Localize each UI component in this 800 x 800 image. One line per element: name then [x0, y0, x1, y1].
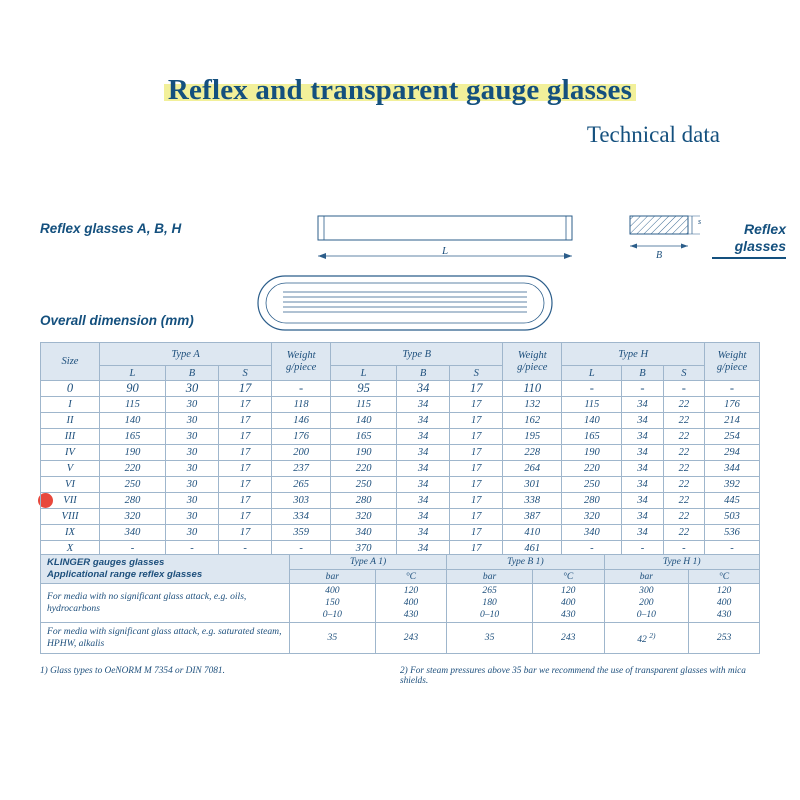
dim-cell: 34: [622, 461, 663, 477]
dim-cell: 30: [165, 381, 218, 397]
side-tab-reflex-glasses: [712, 221, 786, 255]
dim-cell: 34: [397, 461, 450, 477]
dim-cell-size: V: [41, 461, 100, 477]
range-unit-b-bar: bar: [447, 569, 533, 584]
dim-cell: 294: [705, 445, 760, 461]
dim-cell: 250: [331, 477, 397, 493]
dim-cell: 254: [705, 429, 760, 445]
dim-cell: -: [272, 381, 331, 397]
dim-cell: 320: [331, 509, 397, 525]
footnote-2: 2) For steam pressures above 35 bar we recommend the use of transparent glasses with mica shields.: [400, 666, 746, 686]
dim-cell-size: I: [41, 397, 100, 413]
dim-cell: 115: [100, 397, 166, 413]
dim-table-sub-header-row: [41, 366, 760, 381]
side-tab-line1: Reflex: [743, 221, 786, 237]
dim-cell: 387: [503, 509, 562, 525]
dim-header-weight-a: Weight g/piece: [272, 343, 331, 381]
dim-cell: 461: [503, 541, 562, 557]
dim-cell: 176: [272, 429, 331, 445]
dim-cell: 34: [397, 381, 450, 397]
range-table-body: [41, 584, 760, 654]
section-heading-reflex-glasses: Reflex glasses A, B, H: [40, 221, 182, 236]
range-cell-value: 243: [375, 623, 447, 654]
dim-cell: 115: [562, 397, 622, 413]
dim-subheader-a-b: B: [165, 366, 218, 381]
dim-cell: 214: [705, 413, 760, 429]
dim-cell: 340: [562, 525, 622, 541]
dim-cell: 22: [663, 445, 704, 461]
dim-subheader-h-l: L: [562, 366, 622, 381]
range-header-type-a: Type A 1): [290, 555, 447, 570]
dim-cell: -: [705, 541, 760, 557]
dim-cell: 17: [450, 413, 503, 429]
dim-cell: -: [663, 381, 704, 397]
drawing-cross-section: [620, 208, 710, 269]
dim-cell: 17: [219, 397, 272, 413]
dim-cell: 115: [331, 397, 397, 413]
dim-cell: 34: [397, 525, 450, 541]
dim-cell-size: VIII: [41, 509, 100, 525]
range-cell-value: 400 150 0–10: [290, 584, 376, 623]
table-row: [41, 397, 760, 413]
footnotes: [40, 666, 760, 686]
dim-cell: 17: [219, 525, 272, 541]
dim-cell: 220: [562, 461, 622, 477]
dim-header-size: Size: [41, 343, 100, 381]
dim-cell: 110: [503, 381, 562, 397]
range-unit-a-temp: °C: [375, 569, 447, 584]
svg-text:L: L: [441, 245, 449, 257]
dim-cell: 165: [562, 429, 622, 445]
dim-cell: 34: [622, 509, 663, 525]
dim-cell: 228: [503, 445, 562, 461]
dim-cell: 30: [165, 445, 218, 461]
dim-cell: -: [100, 541, 166, 557]
dim-cell: 34: [622, 477, 663, 493]
svg-text:s: s: [698, 217, 702, 226]
dim-cell: 17: [219, 429, 272, 445]
dim-subheader-b-s: S: [450, 366, 503, 381]
dim-cell: 34: [397, 397, 450, 413]
dim-cell: 370: [331, 541, 397, 557]
table-row: [41, 429, 760, 445]
dim-cell: 338: [503, 493, 562, 509]
dim-subheader-h-s: S: [663, 366, 704, 381]
table-row: [41, 584, 760, 623]
dim-header-weight-h: Weight g/piece: [705, 343, 760, 381]
dim-header-type-a: Type A: [100, 343, 272, 366]
dim-cell: 190: [562, 445, 622, 461]
dim-cell: 34: [397, 493, 450, 509]
table-row: [41, 381, 760, 397]
range-header-title-line2: Applicational range reflex glasses: [47, 569, 203, 580]
dim-cell: 17: [219, 413, 272, 429]
dim-cell: 17: [450, 429, 503, 445]
dim-cell: 190: [331, 445, 397, 461]
range-table-group-header-row: [41, 555, 760, 570]
dim-cell: 265: [272, 477, 331, 493]
dim-cell-size: X: [41, 541, 100, 557]
dim-cell: 340: [100, 525, 166, 541]
dim-header-weight-b: Weight g/piece: [503, 343, 562, 381]
range-cell-value: 300 200 0–10: [604, 584, 689, 623]
range-unit-h-bar: bar: [604, 569, 689, 584]
dim-cell: 34: [622, 493, 663, 509]
dim-cell: 445: [705, 493, 760, 509]
dim-cell: 90: [100, 381, 166, 397]
dim-cell: 34: [622, 429, 663, 445]
dim-cell: 359: [272, 525, 331, 541]
svg-text:B: B: [655, 250, 663, 261]
dim-cell-size: II: [41, 413, 100, 429]
range-header-type-b: Type B 1): [447, 555, 604, 570]
table-row: [41, 445, 760, 461]
dim-cell: 22: [663, 477, 704, 493]
table-row: [41, 413, 760, 429]
dim-cell: 17: [450, 461, 503, 477]
dim-cell: 30: [165, 509, 218, 525]
dim-cell: 17: [219, 461, 272, 477]
dim-cell: 17: [450, 397, 503, 413]
dim-subheader-b-b: B: [397, 366, 450, 381]
dim-cell: 200: [272, 445, 331, 461]
dim-cell: 17: [450, 445, 503, 461]
dim-cell: 132: [503, 397, 562, 413]
dim-cell: -: [272, 541, 331, 557]
dim-cell: -: [622, 541, 663, 557]
dim-cell: 30: [165, 413, 218, 429]
dim-cell: 22: [663, 493, 704, 509]
page-subtitle: Technical data: [586, 122, 720, 147]
dim-cell: 17: [450, 525, 503, 541]
dim-cell: 34: [397, 477, 450, 493]
dim-subheader-b-l: L: [331, 366, 397, 381]
dim-cell: 280: [562, 493, 622, 509]
dim-cell: 22: [663, 413, 704, 429]
dim-cell-size: VII: [41, 493, 100, 509]
dim-cell: 264: [503, 461, 562, 477]
dim-cell: -: [622, 381, 663, 397]
table-row: [41, 477, 760, 493]
dim-table-body: [41, 381, 760, 557]
dim-cell: 392: [705, 477, 760, 493]
dim-cell: -: [219, 541, 272, 557]
dim-cell: 195: [503, 429, 562, 445]
range-cell-value: 253: [689, 623, 760, 654]
dim-subheader-a-l: L: [100, 366, 166, 381]
dim-cell: 22: [663, 525, 704, 541]
footnote-1: 1) Glass types to OeNORM M 7354 or DIN 7081.: [40, 666, 225, 676]
dim-cell: 237: [272, 461, 331, 477]
dim-cell: 162: [503, 413, 562, 429]
range-cell-media: For media with significant glass attack, e.g. saturated steam, HPHW, alkalis: [41, 623, 290, 654]
dim-cell: 344: [705, 461, 760, 477]
dim-cell-size: VI: [41, 477, 100, 493]
dim-cell: 146: [272, 413, 331, 429]
table-row: [41, 623, 760, 654]
dim-cell: 165: [331, 429, 397, 445]
dim-cell: -: [663, 541, 704, 557]
dim-cell: 503: [705, 509, 760, 525]
range-cell-value: 265 180 0–10: [447, 584, 533, 623]
dim-cell: 34: [397, 429, 450, 445]
range-header-type-h: Type H 1): [604, 555, 760, 570]
dim-cell: 140: [331, 413, 397, 429]
dim-cell: 95: [331, 381, 397, 397]
range-cell-value: 120 400 430: [532, 584, 604, 623]
drawing-bar-side-view: [310, 210, 580, 275]
dim-cell: 30: [165, 493, 218, 509]
dim-cell: 176: [705, 397, 760, 413]
dim-cell: 34: [397, 541, 450, 557]
dim-cell: -: [562, 541, 622, 557]
range-cell-value: 120 400 430: [375, 584, 447, 623]
dim-cell: 17: [219, 493, 272, 509]
table-row: [41, 525, 760, 541]
range-header-title-line1: KLINGER gauges glasses: [47, 557, 165, 568]
range-unit-h-temp: °C: [689, 569, 760, 584]
dim-cell: 140: [562, 413, 622, 429]
range-cell-value: 42 $^{2)}$: [604, 623, 689, 654]
dim-cell: 17: [219, 381, 272, 397]
dim-cell: 34: [622, 397, 663, 413]
dim-cell: 30: [165, 429, 218, 445]
dim-cell: 303: [272, 493, 331, 509]
dim-cell: 22: [663, 429, 704, 445]
dim-cell: 30: [165, 397, 218, 413]
range-table-head: [41, 555, 760, 584]
dim-cell: 30: [165, 525, 218, 541]
range-unit-b-temp: °C: [532, 569, 604, 584]
dim-cell: 17: [450, 509, 503, 525]
dim-subheader-h-b: B: [622, 366, 663, 381]
dim-cell: 22: [663, 461, 704, 477]
dim-cell: 280: [331, 493, 397, 509]
dim-cell: 140: [100, 413, 166, 429]
dim-cell-size: IV: [41, 445, 100, 461]
side-tab-underline: [712, 257, 786, 259]
dim-cell: 220: [331, 461, 397, 477]
range-unit-a-bar: bar: [290, 569, 376, 584]
dim-cell: 34: [397, 413, 450, 429]
dim-cell-size: 0: [41, 381, 100, 397]
section-heading-overall-dimension: Overall dimension (mm): [40, 313, 194, 328]
range-cell-media: For media with no significant glass attack, e.g. oils, hydrocarbons: [41, 584, 290, 623]
dim-cell: -: [705, 381, 760, 397]
table-row: [41, 461, 760, 477]
dim-cell: 250: [100, 477, 166, 493]
dim-subheader-a-s: S: [219, 366, 272, 381]
dim-cell: 320: [100, 509, 166, 525]
dim-cell: 30: [165, 477, 218, 493]
dim-cell: 17: [450, 493, 503, 509]
dim-cell: 17: [219, 477, 272, 493]
dim-cell: 334: [272, 509, 331, 525]
dim-cell: 536: [705, 525, 760, 541]
dim-cell: 220: [100, 461, 166, 477]
range-cell-value: 243: [532, 623, 604, 654]
dim-cell: -: [165, 541, 218, 557]
dim-cell: 34: [622, 445, 663, 461]
applicational-range-table: [40, 554, 760, 654]
drawing-reflex-plate-top-view: [255, 272, 555, 339]
dim-cell: 34: [397, 445, 450, 461]
dim-cell: 17: [219, 509, 272, 525]
dim-cell-size: IX: [41, 525, 100, 541]
dim-header-type-b: Type B: [331, 343, 503, 366]
range-cell-value: 35: [447, 623, 533, 654]
table-row: [41, 509, 760, 525]
dim-cell: -: [562, 381, 622, 397]
dim-cell: 280: [100, 493, 166, 509]
dim-cell: 34: [397, 509, 450, 525]
table-row: [41, 493, 760, 509]
range-cell-value: 120 400 430: [689, 584, 760, 623]
dim-header-type-h: Type H: [562, 343, 705, 366]
dim-cell: 165: [100, 429, 166, 445]
range-header-title: [41, 555, 290, 584]
dim-cell: 250: [562, 477, 622, 493]
range-cell-value: 35: [290, 623, 376, 654]
dim-cell: 320: [562, 509, 622, 525]
page-title-text: Reflex and transparent gauge glasses: [167, 74, 633, 106]
page-title: [164, 74, 636, 107]
title-block: [0, 74, 800, 107]
dim-cell: 190: [100, 445, 166, 461]
dim-cell: 22: [663, 509, 704, 525]
dim-cell: 340: [331, 525, 397, 541]
dim-cell: 22: [663, 397, 704, 413]
dim-cell: 30: [165, 461, 218, 477]
dim-cell: 410: [503, 525, 562, 541]
overall-dimension-table: [40, 342, 760, 557]
dim-cell: 17: [450, 477, 503, 493]
dim-cell: 17: [450, 541, 503, 557]
dim-cell: 34: [622, 525, 663, 541]
dim-cell: 301: [503, 477, 562, 493]
dim-table-group-header-row: [41, 343, 760, 366]
side-tab-line2: glasses: [734, 238, 786, 254]
dim-cell: 34: [622, 413, 663, 429]
dim-cell: 17: [450, 381, 503, 397]
dim-table-head: [41, 343, 760, 381]
dim-cell: 17: [219, 445, 272, 461]
dim-cell-size: III: [41, 429, 100, 445]
dim-cell: 118: [272, 397, 331, 413]
